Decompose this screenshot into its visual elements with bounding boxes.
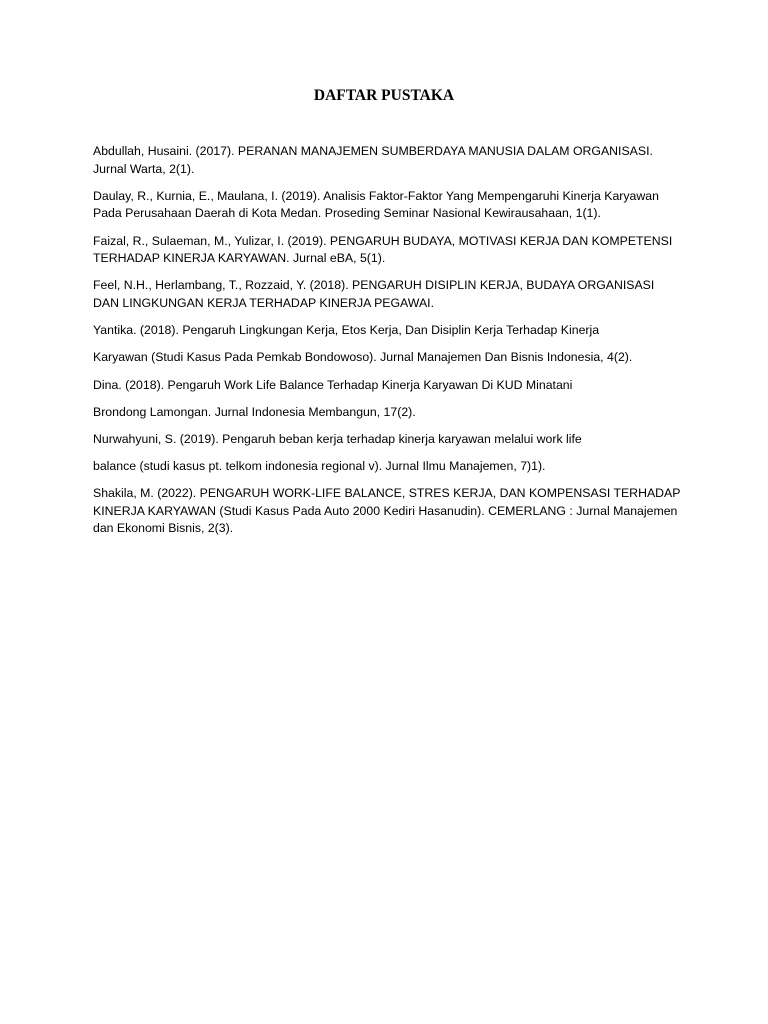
reference-list	[93, 143, 683, 548]
reference-entry: Faizal, R., Sulaeman, M., Yulizar, I. (2019). PENGARUH BUDAYA, MOTIVASI KERJA DAN KOMPETENSI TERHADAP KINERJA KARYAWAN. Jurnal eBA, 5(1).	[93, 233, 673, 266]
reference-entry: Karyawan (Studi Kasus Pada Pemkab Bondowoso). Jurnal Manajemen Dan Bisnis Indonesia, 4(2).	[93, 350, 633, 365]
page-title: DAFTAR PUSTAKA	[313, 87, 455, 104]
reference-entry: Dina. (2018). Pengaruh Work Life Balance Terhadap Kinerja Karyawan Di KUD Minatani	[93, 377, 573, 392]
reference-entry: Daulay, R., Kurnia, E., Maulana, I. (2019). Analisis Faktor-Faktor Yang Mempengaruhi Kinerja Karyawan Pada Perusahaan Daerah di Kota Medan. Proseding Seminar Nasional Kewirausahaan, 1(1).	[93, 188, 659, 221]
reference-entry: Feel, N.H., Herlambang, T., Rozzaid, Y. (2018). PENGARUH DISIPLIN KERJA, BUDAYA ORGANISASI DAN LINGKUNGAN KERJA TERHADAP KINERJA PEGAWAI.	[93, 278, 655, 310]
reference-entry: Yantika. (2018). Pengaruh Lingkungan Kerja, Etos Kerja, Dan Disiplin Kerja Terhadap Kinerja	[93, 323, 600, 338]
reference-entry: Shakila, M. (2022). PENGARUH WORK-LIFE BALANCE, STRES KERJA, DAN KOMPENSASI TERHADAP KINERJA KARYAWAN (Studi Kasus Pada Auto 2000 Kediri Hasanudin). CEMERLANG : Jurnal Manajemen dan Ekonomi Bisnis, 2(3).	[93, 486, 681, 536]
reference-entry: Abdullah, Husaini. (2017). PERANAN MANAJEMEN SUMBERDAYA MANUSIA DALAM ORGANISASI. Jurnal Warta, 2(1).	[93, 144, 653, 176]
reference-entry: Nurwahyuni, S. (2019). Pengaruh beban kerja terhadap kinerja karyawan melalui work life	[93, 431, 582, 446]
reference-entry: balance (studi kasus pt. telkom indonesia regional v). Jurnal Ilmu Manajemen, 7)1).	[93, 459, 546, 474]
reference-entry: Brondong Lamongan. Jurnal Indonesia Membangun, 17(2).	[93, 404, 416, 419]
